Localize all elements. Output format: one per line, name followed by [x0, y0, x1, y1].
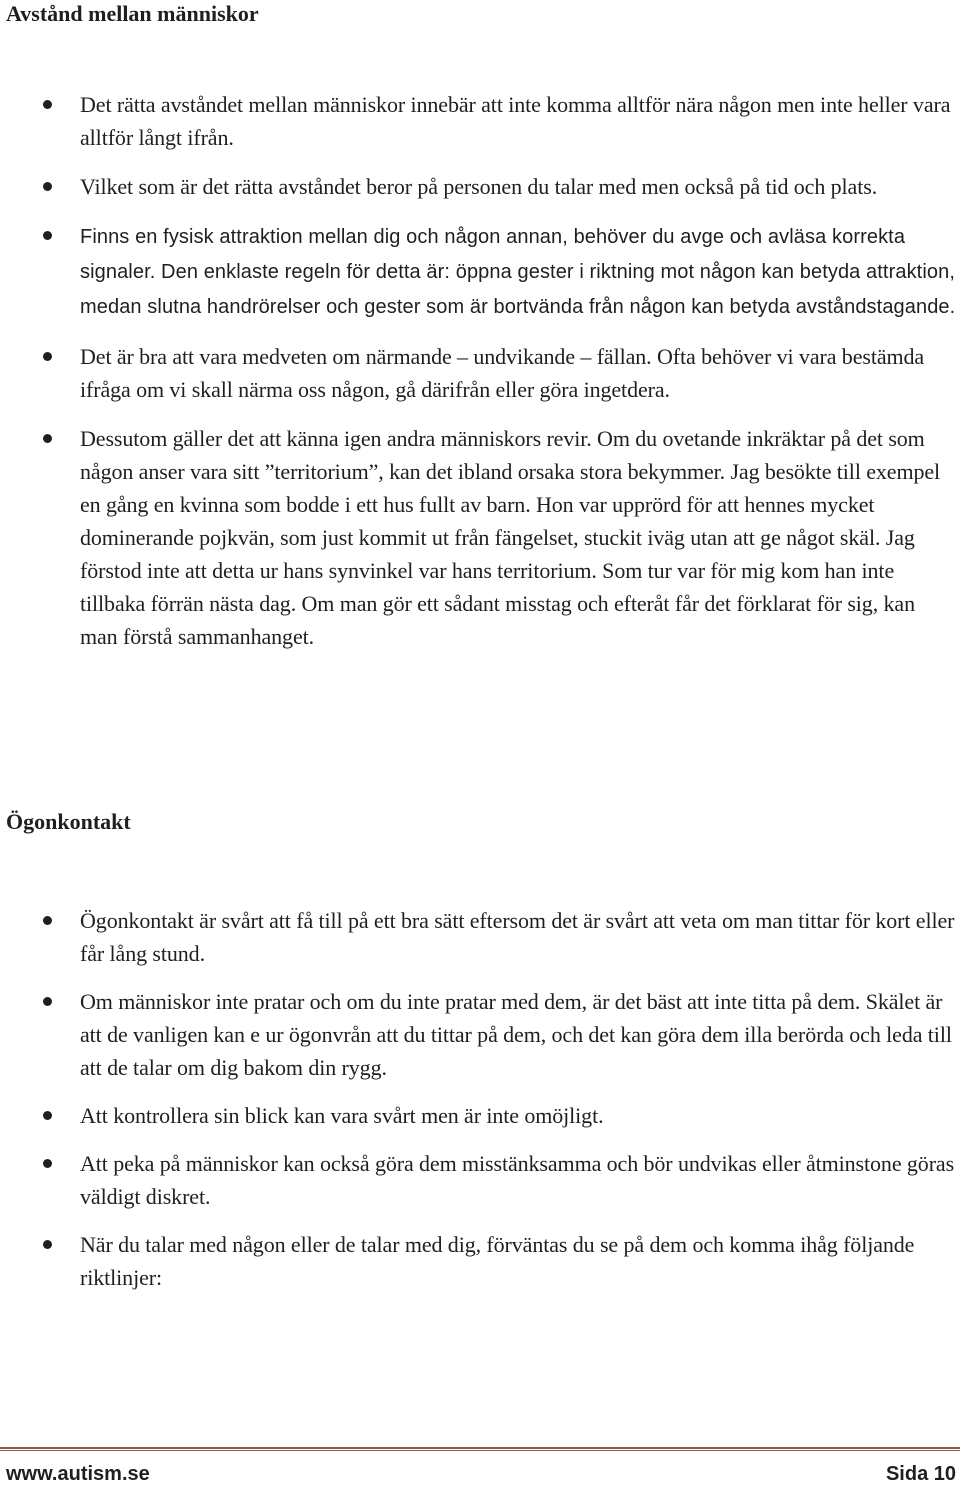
- bullet-dot-icon: [43, 1111, 52, 1120]
- bullet-dot-icon: [43, 434, 52, 443]
- bullet-dot-icon: [43, 916, 52, 925]
- list-item: Att peka på människor kan också göra dem misstänksamma och bör undvikas eller åtminstone göras väldigt diskret.: [0, 1147, 960, 1213]
- list-item: Finns en fysisk attraktion mellan dig och någon annan, behöver du avge och avläsa korrekta signaler. Den enklaste regeln för detta är: öppna gester i riktning mot någon kan betyda attraktion, medan slutna handrörelser och gester som är bortvända från någon kan betyda avståndstagande.: [0, 219, 960, 324]
- list-item: Att kontrollera sin blick kan vara svårt men är inte omöjligt.: [0, 1099, 960, 1132]
- list-item: Ögonkontakt är svårt att få till på ett bra sätt eftersom det är svårt att veta om man tittar för kort eller får lång stund.: [0, 904, 960, 970]
- list-item: När du talar med någon eller de talar med dig, förväntas du se på dem och komma ihåg följande riktlinjer:: [0, 1228, 960, 1294]
- bullet-dot-icon: [43, 1159, 52, 1168]
- list-item: Det är bra att vara medveten om närmande – undvikande – fällan. Ofta behöver vi vara bestämda ifråga om vi skall närma oss någon, gå därifrån eller göra ingetdera.: [0, 340, 960, 406]
- bullet-dot-icon: [43, 997, 52, 1006]
- bullet-dot-icon: [43, 100, 52, 109]
- bullet-dot-icon: [43, 231, 52, 240]
- section-title-eye-contact: Ögonkontakt: [6, 809, 131, 834]
- bullet-list-distance: [0, 88, 960, 669]
- bullet-dot-icon: [43, 352, 52, 361]
- footer-website-link[interactable]: www.autism.se: [6, 1463, 150, 1485]
- bullet-dot-icon: [43, 1240, 52, 1249]
- list-item: Vilket som är det rätta avståndet beror på personen du talar med men också på tid och plats.: [0, 170, 960, 203]
- list-item: Dessutom gäller det att känna igen andra människors revir. Om du ovetande inkräktar på det som någon anser vara sitt ”territorium”, kan det ibland orsaka stora bekymmer. Jag besökte till exempel en gång en kvinna som bodde i ett hus fullt av barn. Hon var upprörd för att hennes mycket dominerande pojkvän, som just kommit ut från fängelset, stuckit iväg utan att ge något skäl. Jag förstod inte att detta ur hans synvinkel var hans territorium. Som tur var för mig kom han inte tillbaka förrän nästa dag. Om man gör ett sådant misstag och efteråt får det förklarat för sig, kan man förstå sammanhanget.: [0, 422, 960, 653]
- footer-divider: [0, 1447, 960, 1451]
- bullet-dot-icon: [43, 182, 52, 191]
- bullet-list-eye-contact: [0, 904, 960, 1309]
- page-number: Sida 10: [885, 1463, 956, 1485]
- list-item: Om människor inte pratar och om du inte pratar med dem, är det bäst att inte titta på dem. Skälet är att de vanligen kan e ur ögonvrån att du tittar på dem, och det kan göra dem illa berörda och leda till att de talar om dig bakom din rygg.: [0, 985, 960, 1084]
- list-item: Det rätta avståndet mellan människor innebär att inte komma alltför nära någon men inte heller vara alltför långt ifrån.: [0, 88, 960, 154]
- section-title-distance: Avstånd mellan människor: [6, 1, 259, 26]
